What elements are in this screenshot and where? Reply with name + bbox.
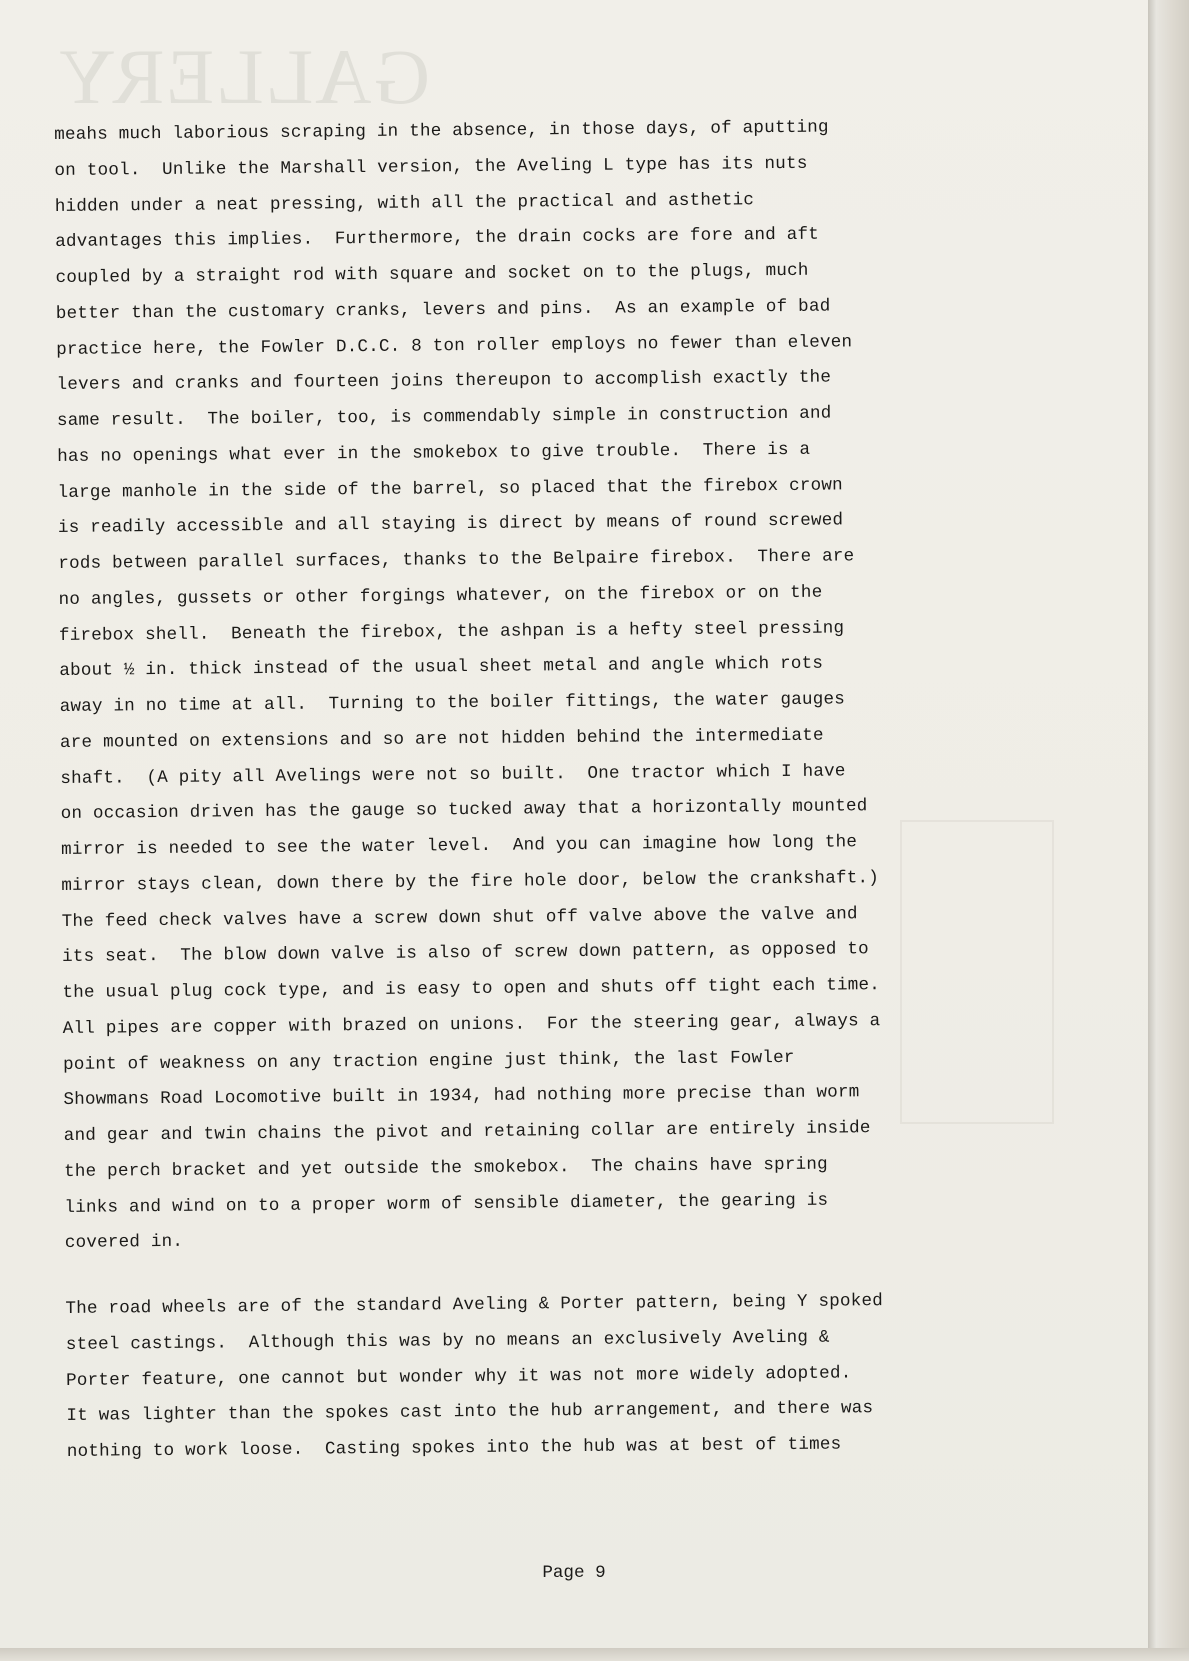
text-line: links and wind on to a proper worm of sensible diameter, the gearing is [64,1190,829,1218]
text-line: covered in. [64,1232,184,1254]
text-line: large manhole in the side of the barrel, so placed that the firebox crown [57,474,843,503]
text-line: is readily accessible and all staying is direct by means of round screwed [57,510,844,539]
text-line: away in no time at all. Turning to the boiler fittings, the water gauges [59,689,846,717]
paragraph-2 [65,1283,1047,1471]
text-line: The feed check valves have a screw down shut off valve above the valve and [61,903,858,932]
text-line: same result. The boiler, too, is commendably simple in construction and [56,403,832,431]
text-line: hidden under a neat pressing, with all the practical and asthetic [54,189,755,217]
text-line: shaft. (A pity all Avelings were not so built. One tractor which I have [60,760,846,789]
text-line: on occasion driven has the gauge so tucked away that a horizontally mounted [60,796,868,825]
text-line: advantages this implies. Furthermore, the drain cocks are fore and aft [55,224,820,253]
text-line: the usual plug cock type, and is easy to open and shuts off tight each time. [62,975,881,1003]
text-line: coupled by a straight rod with square and socket on to the plugs, much [55,260,809,288]
text-line: point of weakness on any traction engine just think, the last Fowler [62,1047,795,1075]
text-line: practice here, the Fowler D.C.C. 8 ton roller employs no fewer than eleven [56,331,853,360]
text-line: the perch bracket and yet outside the smokebox. The chains have spring [64,1154,829,1182]
text-line: Showmans Road Locomotive built in 1934, had nothing more precise than worm [63,1082,860,1111]
stacked-page-edge [1148,0,1189,1661]
body-text [54,109,1047,1471]
text-line: and gear and twin chains the pivot and retaining collar are entirely inside [63,1118,871,1146]
text-line: The road wheels are of the standard Aveling & Porter pattern, being Y spoked [65,1291,884,1319]
text-line: on tool. Unlike the Marshall version, the Aveling L type has its nuts [54,153,808,181]
stacked-page-bottom-edge [0,1648,1189,1661]
text-line: its seat. The blow down valve is also of screw down pattern, as opposed to [61,939,869,968]
text-line: It was lighter than the spokes cast into the hub arrangement, and there was [66,1398,874,1427]
text-line: rods between parallel surfaces, thanks to the Belpaire firebox. There are [58,546,855,574]
paragraph-1 [54,109,1045,1262]
text-line: nothing to work loose. Casting spokes into the hub was at best of times [66,1434,842,1462]
text-line: Porter feature, one cannot but wonder why it was not more widely adopted. [66,1362,852,1391]
text-line: better than the customary cranks, levers and pins. As an example of bad [55,296,831,324]
text-line: firebox shell. Beneath the firebox, the ashpan is a hefty steel pressing [58,617,845,646]
text-line: levers and cranks and fourteen joins thereupon to accomplish exactly the [56,367,832,396]
text-line: about ½ in. thick instead of the usual sheet metal and angle which rots [59,653,824,682]
text-line: steel castings. Although this was by no means an exclusively Aveling & [65,1327,830,1355]
text-line: no angles, gussets or other forgings whatever, on the firebox or on the [58,582,823,610]
text-line: has no openings what ever in the smokebox to give trouble. There is a [57,439,811,467]
text-line: All pipes are copper with brazed on unions. For the steering gear, always a [62,1010,881,1039]
text-line: are mounted on extensions and so are not hidden behind the intermediate [59,725,824,753]
text-line: mirror stays clean, down there by the fire hole door, below the crankshaft.) [61,867,880,896]
text-line: mirror is needed to see the water level. And you can imagine how long the [60,832,858,860]
page-number: Page 9 [542,1563,606,1583]
show-through-heading: GALLERY [56,33,430,120]
text-line: meahs much laborious scraping in the absence, in those days, of aputting [54,117,829,145]
